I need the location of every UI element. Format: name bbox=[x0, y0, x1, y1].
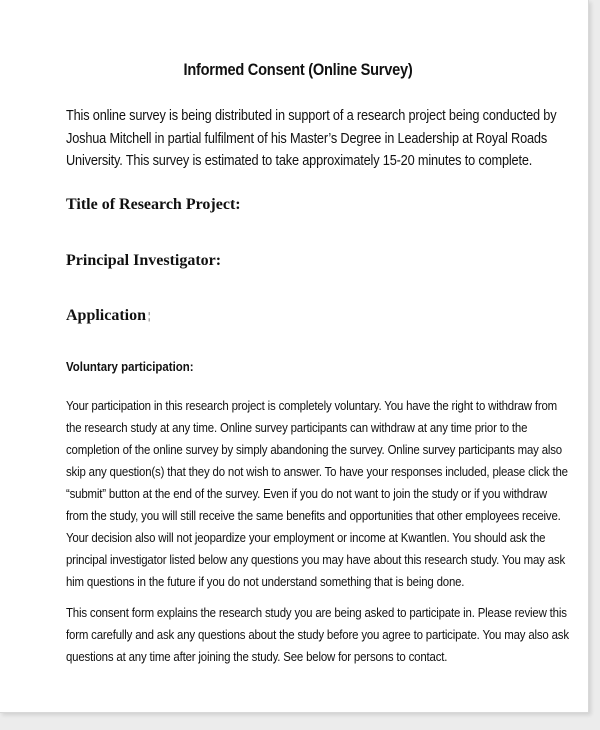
paragraph-line: form carefully and ask any questions about the study before you agree to participate. You may also ask bbox=[66, 627, 569, 642]
text-cursor-icon: ¦ bbox=[148, 310, 151, 322]
paragraph-line: Your decision also will not jeopardize your employment or income at Kwantlen. You should ask the bbox=[66, 530, 546, 545]
paragraph-line: completion of the online survey by simply abandoning the survey. Online survey participants may also bbox=[66, 442, 562, 457]
paragraph-line: skip any question(s) that they do not wish to answer. To have your responses included, please click the bbox=[66, 464, 568, 479]
application-label: Application bbox=[66, 307, 147, 324]
voluntary-participation-paragraph bbox=[66, 395, 568, 593]
intro-line: Joshua Mitchell in partial fulfilment of his Master’s Degree in Leadership at Royal Roads bbox=[66, 130, 548, 147]
paragraph-line: from the study, you will still receive the same benefits and opportunities that other employees receive. bbox=[66, 508, 561, 523]
paragraph-line: the research study at any time. Online survey participants can withdraw at any time prior to the bbox=[66, 420, 528, 435]
document-title: Informed Consent (Online Survey) bbox=[183, 60, 413, 79]
application-field bbox=[66, 307, 150, 325]
intro-paragraph bbox=[66, 105, 556, 173]
paragraph-line: principal investigator listed below any questions you may have about this research study. You may ask bbox=[66, 552, 566, 567]
paragraph-line: This consent form explains the research study you are being asked to participate in. Please review this bbox=[66, 605, 567, 620]
paragraph-line: questions at any time after joining the study. See below for persons to contact. bbox=[66, 649, 448, 664]
principal-investigator-label: Principal Investigator: bbox=[66, 252, 222, 269]
voluntary-participation-heading: Voluntary participation: bbox=[66, 359, 194, 374]
paragraph-line: “submit” button at the end of the survey. Even if you do not want to join the study or if you withdraw bbox=[66, 486, 548, 501]
intro-line: This online survey is being distributed in support of a research project being conducted by bbox=[66, 108, 557, 124]
paragraph-line: him questions in the future if you do not understand something that is being done. bbox=[66, 574, 465, 589]
intro-line: University. This survey is estimated to take approximately 15-20 minutes to complete. bbox=[66, 153, 533, 169]
consent-paragraph bbox=[66, 602, 569, 668]
research-title-label: Title of Research Project: bbox=[66, 196, 241, 213]
paragraph-line: Your participation in this research project is completely voluntary. You have the right to withdraw from bbox=[66, 398, 558, 413]
